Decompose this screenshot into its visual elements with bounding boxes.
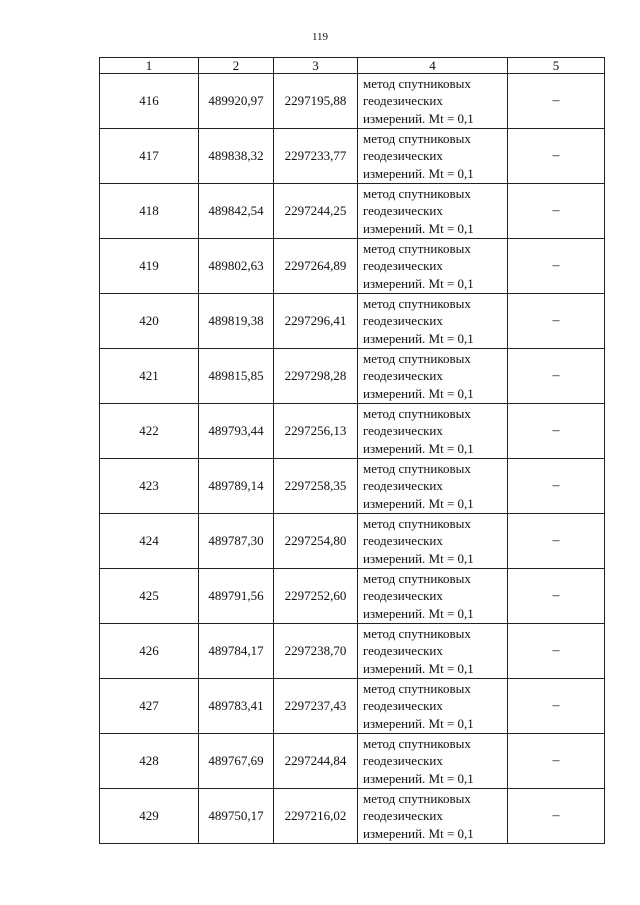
note-cell: – xyxy=(508,514,605,569)
point-number: 421 xyxy=(100,349,199,404)
note-cell: – xyxy=(508,74,605,129)
point-number: 424 xyxy=(100,514,199,569)
coordinate-y: 2297244,25 xyxy=(274,184,358,239)
coordinate-y: 2297252,60 xyxy=(274,569,358,624)
note-cell: – xyxy=(508,789,605,844)
method-description: метод спутниковых геодезических измерений. Mt = 0,1 xyxy=(358,734,508,789)
coordinate-x: 489819,38 xyxy=(199,294,274,349)
table-row xyxy=(100,789,605,844)
method-description: метод спутниковых геодезических измерений. Mt = 0,1 xyxy=(358,624,508,679)
coordinate-x: 489815,85 xyxy=(199,349,274,404)
table-row xyxy=(100,459,605,514)
method-description: метод спутниковых геодезических измерений. Mt = 0,1 xyxy=(358,74,508,129)
coordinate-x: 489784,17 xyxy=(199,624,274,679)
point-number: 420 xyxy=(100,294,199,349)
coordinate-y: 2297254,80 xyxy=(274,514,358,569)
note-cell: – xyxy=(508,679,605,734)
coordinate-y: 2297258,35 xyxy=(274,459,358,514)
coordinate-y: 2297195,88 xyxy=(274,74,358,129)
method-description: метод спутниковых геодезических измерений. Mt = 0,1 xyxy=(358,184,508,239)
table-row xyxy=(100,294,605,349)
note-cell: – xyxy=(508,184,605,239)
note-cell: – xyxy=(508,239,605,294)
coordinate-y: 2297264,89 xyxy=(274,239,358,294)
page-number: 119 xyxy=(311,31,329,43)
method-description: метод спутниковых геодезических измерений. Mt = 0,1 xyxy=(358,514,508,569)
coordinate-y: 2297244,84 xyxy=(274,734,358,789)
header-col-4: 4 xyxy=(358,58,508,74)
point-number: 425 xyxy=(100,569,199,624)
point-number: 429 xyxy=(100,789,199,844)
header-col-3: 3 xyxy=(274,58,358,74)
method-description: метод спутниковых геодезических измерений. Mt = 0,1 xyxy=(358,459,508,514)
header-col-2: 2 xyxy=(199,58,274,74)
method-description: метод спутниковых геодезических измерений. Mt = 0,1 xyxy=(358,349,508,404)
note-cell: – xyxy=(508,624,605,679)
method-description: метод спутниковых геодезических измерений. Mt = 0,1 xyxy=(358,569,508,624)
coordinate-y: 2297216,02 xyxy=(274,789,358,844)
coordinate-y: 2297256,13 xyxy=(274,404,358,459)
table-row xyxy=(100,239,605,294)
point-number: 422 xyxy=(100,404,199,459)
coordinate-y: 2297233,77 xyxy=(274,129,358,184)
coordinate-y: 2297237,43 xyxy=(274,679,358,734)
coordinate-x: 489802,63 xyxy=(199,239,274,294)
method-description: метод спутниковых геодезических измерений. Mt = 0,1 xyxy=(358,679,508,734)
note-cell: – xyxy=(508,459,605,514)
point-number: 419 xyxy=(100,239,199,294)
point-number: 427 xyxy=(100,679,199,734)
coordinate-x: 489783,41 xyxy=(199,679,274,734)
coordinate-x: 489793,44 xyxy=(199,404,274,459)
table-row xyxy=(100,74,605,129)
note-cell: – xyxy=(508,404,605,459)
coordinate-x: 489789,14 xyxy=(199,459,274,514)
point-number: 418 xyxy=(100,184,199,239)
method-description: метод спутниковых геодезических измерений. Mt = 0,1 xyxy=(358,129,508,184)
table-row xyxy=(100,569,605,624)
method-description: метод спутниковых геодезических измерений. Mt = 0,1 xyxy=(358,789,508,844)
method-description: метод спутниковых геодезических измерений. Mt = 0,1 xyxy=(358,294,508,349)
coordinate-x: 489750,17 xyxy=(199,789,274,844)
point-number: 428 xyxy=(100,734,199,789)
table-row xyxy=(100,514,605,569)
note-cell: – xyxy=(508,569,605,624)
method-description: метод спутниковых геодезических измерений. Mt = 0,1 xyxy=(358,239,508,294)
note-cell: – xyxy=(508,129,605,184)
header-col-1: 1 xyxy=(100,58,199,74)
table-row xyxy=(100,129,605,184)
coordinate-y: 2297298,28 xyxy=(274,349,358,404)
table-row xyxy=(100,184,605,239)
point-number: 426 xyxy=(100,624,199,679)
coordinate-y: 2297238,70 xyxy=(274,624,358,679)
table-row xyxy=(100,679,605,734)
coordinate-x: 489787,30 xyxy=(199,514,274,569)
table-row xyxy=(100,734,605,789)
coordinate-x: 489791,56 xyxy=(199,569,274,624)
note-cell: – xyxy=(508,349,605,404)
table-row xyxy=(100,624,605,679)
point-number: 416 xyxy=(100,74,199,129)
method-description: метод спутниковых геодезических измерений. Mt = 0,1 xyxy=(358,404,508,459)
point-number: 417 xyxy=(100,129,199,184)
coordinate-x: 489767,69 xyxy=(199,734,274,789)
coordinate-x: 489838,32 xyxy=(199,129,274,184)
point-number: 423 xyxy=(100,459,199,514)
table-header-row xyxy=(100,58,605,74)
coordinate-x: 489842,54 xyxy=(199,184,274,239)
coordinates-table xyxy=(99,57,605,844)
table-row xyxy=(100,349,605,404)
note-cell: – xyxy=(508,734,605,789)
coordinate-y: 2297296,41 xyxy=(274,294,358,349)
table-row xyxy=(100,404,605,459)
header-col-5: 5 xyxy=(508,58,605,74)
note-cell: – xyxy=(508,294,605,349)
coordinate-x: 489920,97 xyxy=(199,74,274,129)
